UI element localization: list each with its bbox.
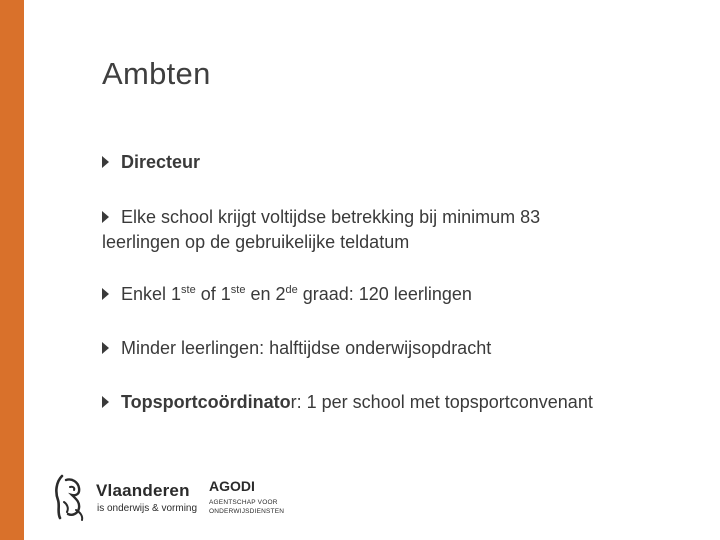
bullet-arrow-icon [102,211,109,223]
bullet-item [102,150,200,175]
superscript: ste [181,284,196,296]
agodi-subtitle-line: AGENTSCHAP VOOR [209,499,278,506]
vlaanderen-tagline: is onderwijs & vorming [97,503,198,514]
bullet-arrow-icon [102,288,109,300]
bullet-text-part: graad: 120 leerlingen [297,284,472,304]
slide-title: Ambten [102,56,211,91]
bullet-arrow-icon [102,156,109,168]
agodi-subtitle [209,498,299,516]
bullet-text: Elke school krijgt voltijdse betrekking bij minimum 83 leerlingen op de gebruikelijke teldatum [102,207,541,252]
agodi-wordmark: AGODI [209,478,255,494]
bullet-text: Directeur [121,152,201,172]
bullet-text: r: 1 per school met topsportconvenant [290,392,593,412]
bullet-text-part: of 1 [195,284,231,304]
bullet-item [102,205,622,255]
superscript: ste [230,284,246,296]
vlaanderen-wordmark: Vlaanderen [96,481,190,500]
bullet-item [102,390,593,415]
bullet-item [102,336,491,361]
agodi-subtitle-line: ONDERWIJSDIENSTEN [209,508,285,515]
vlaanderen-lion-icon [52,472,88,522]
bullet-item [102,282,472,307]
bullet-text-bold: Topsportcoördinato [121,392,291,412]
bullet-text-part: Enkel 1 [121,284,182,304]
bullet-text-part: en 2 [245,284,286,304]
superscript: de [285,284,298,296]
bullet-arrow-icon [102,342,109,354]
accent-bar [0,0,24,540]
bullet-text: Minder leerlingen: halftijdse onderwijsopdracht [121,338,492,358]
bullet-arrow-icon [102,396,109,408]
footer-logos [52,470,302,530]
